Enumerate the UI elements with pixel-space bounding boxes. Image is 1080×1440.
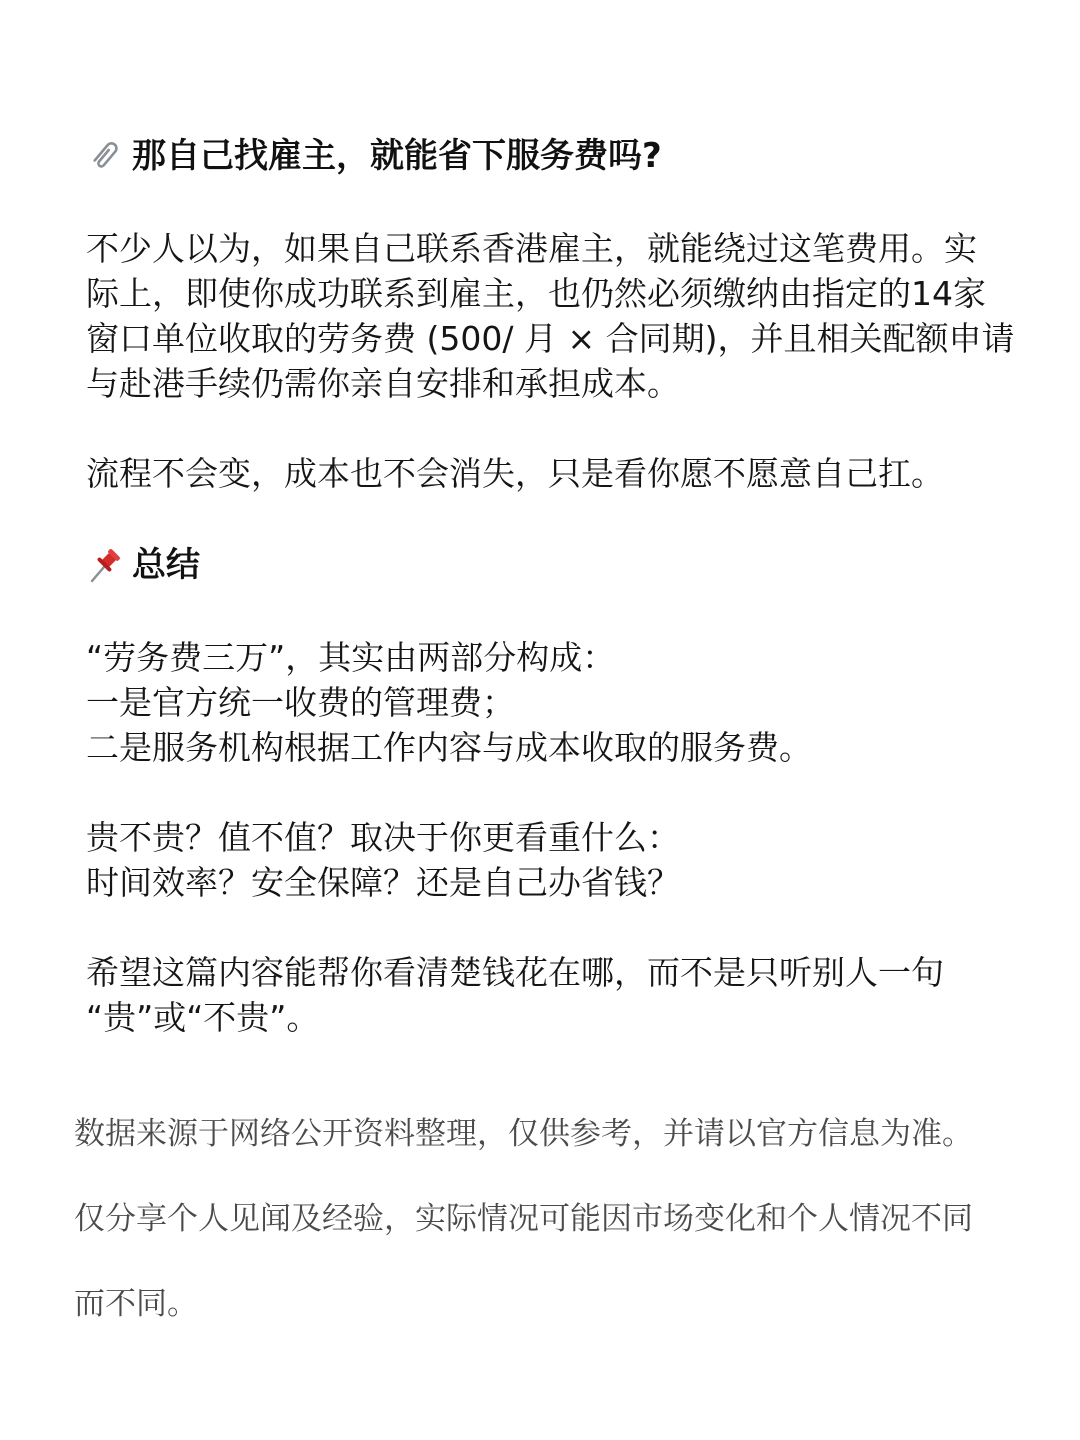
text-line: 窗口单位收取的劳务费 (500/ 月 × 合同期)，并且相关配额申请 [86,319,1015,358]
disclaimer-line: 而不同。 [74,1286,198,1322]
disclaimer-footer [74,1112,1054,1326]
pushpin-icon [86,545,124,585]
text-line: 希望这篇内容能帮你看清楚钱花在哪，而不是只听别人一句 [86,953,944,992]
section-heading-summary [86,541,1036,589]
disclaimer-line: 数据来源于网络公开资料整理，仅供参考，并请以官方信息为准。 [74,1116,973,1152]
paragraph-summary-questions [86,815,1036,905]
section-heading-text: 总结 [132,545,200,585]
paragraph-self-hire [86,226,1036,406]
section-heading-text: 那自己找雇主，就能省下服务费吗? [132,136,662,176]
paragraph-summary-closing [86,950,1036,1040]
paragraph-summary-composition [86,635,1036,770]
text-line: 不少人以为，如果自己联系香港雇主，就能绕过这笔费用。实 [86,229,977,268]
text-line: 与赴港手续仍需你亲自安排和承担成本。 [86,364,680,403]
section-heading-self-hire [86,132,1036,180]
text-line: 二是服务机构根据工作内容与成本收取的服务费。 [86,728,812,767]
paragraph-process [86,451,1036,496]
text-line: “劳务费三万”，其实由两部分构成： [86,638,616,677]
disclaimer-line: 仅分享个人见闻及经验，实际情况可能因市场变化和个人情况不同 [74,1201,973,1237]
text-line: 际上，即使你成功联系到雇主，也仍然必须缴纳由指定的14家 [86,274,986,313]
paperclip-icon [86,136,124,176]
article-body [86,132,1036,1040]
text-line: 贵不贵？值不值？取决于你更看重什么： [86,818,680,857]
text-line: 一是官方统一收费的管理费； [86,683,515,722]
text-line: “贵”或“不贵”。 [86,998,320,1037]
text-line: 流程不会变，成本也不会消失，只是看你愿不愿意自己扛。 [86,454,944,493]
text-line: 时间效率？安全保障？还是自己办省钱？ [86,863,680,902]
